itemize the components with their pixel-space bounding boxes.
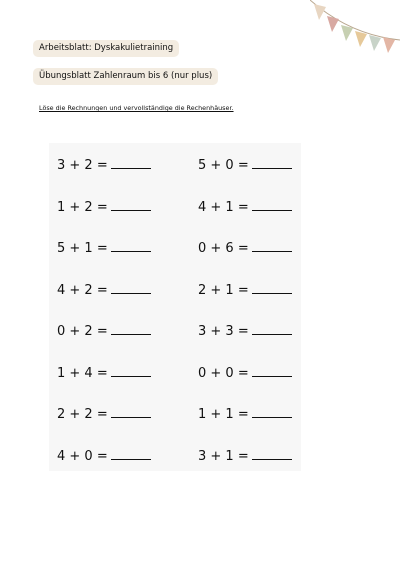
math-problem [198, 322, 292, 340]
problem-text: 2 + 1 = [198, 282, 249, 298]
math-problem [198, 156, 292, 174]
instruction-text: Löse die Rechnungen und vervollständige die Rechenhäuser. [39, 104, 234, 112]
problem-text: 0 + 0 = [198, 365, 249, 381]
answer-blank[interactable] [252, 364, 292, 377]
bunting-flag [355, 31, 367, 47]
math-problem [198, 405, 292, 423]
answer-blank[interactable] [111, 156, 151, 169]
math-problem [57, 322, 151, 340]
problem-text: 1 + 4 = [57, 365, 108, 381]
math-problem [198, 364, 292, 382]
answer-blank[interactable] [111, 322, 151, 335]
answer-blank[interactable] [111, 405, 151, 418]
answer-blank[interactable] [111, 281, 151, 294]
math-problem [198, 447, 292, 465]
problem-text: 4 + 2 = [57, 282, 108, 298]
math-problem [198, 281, 292, 299]
bunting-flag [314, 4, 326, 20]
problem-text: 5 + 1 = [57, 241, 108, 256]
problem-text: 3 + 2 = [57, 158, 108, 173]
problem-text: 2 + 2 = [57, 407, 108, 422]
math-problem [57, 156, 151, 174]
bunting-decoration [310, 0, 400, 60]
problem-text: 5 + 0 = [198, 158, 249, 173]
problem-text: 0 + 6 = [198, 241, 249, 256]
answer-blank[interactable] [252, 239, 292, 252]
math-problem [198, 198, 292, 216]
answer-blank[interactable] [252, 405, 292, 418]
answer-blank[interactable] [252, 322, 292, 335]
bunting-flag [369, 35, 381, 51]
problem-text: 4 + 0 = [57, 448, 108, 464]
math-problem [57, 198, 151, 216]
problem-text: 1 + 1 = [198, 407, 249, 422]
worksheet-subtitle: Übungsblatt Zahlenraum bis 6 (nur plus) [33, 68, 218, 85]
answer-blank[interactable] [111, 198, 151, 211]
math-problem [57, 281, 151, 299]
math-problem [57, 239, 151, 257]
answer-blank[interactable] [111, 447, 151, 460]
worksheet-label: Arbeitsblatt: Dyskakulietraining [33, 40, 179, 57]
answer-blank[interactable] [252, 156, 292, 169]
answer-blank[interactable] [111, 364, 151, 377]
problem-text: 1 + 2 = [57, 199, 108, 215]
math-problem [57, 364, 151, 382]
answer-blank[interactable] [252, 198, 292, 211]
answer-blank[interactable] [252, 447, 292, 460]
math-problem [57, 447, 151, 465]
answer-blank[interactable] [252, 281, 292, 294]
problem-text: 0 + 2 = [57, 324, 108, 339]
bunting-flag [327, 16, 339, 32]
problem-text: 4 + 1 = [198, 199, 249, 215]
math-problem [57, 405, 151, 423]
problem-text: 3 + 3 = [198, 324, 249, 339]
problem-text: 3 + 1 = [198, 448, 249, 464]
math-problem [198, 239, 292, 257]
exercise-area [49, 143, 301, 471]
answer-blank[interactable] [111, 239, 151, 252]
